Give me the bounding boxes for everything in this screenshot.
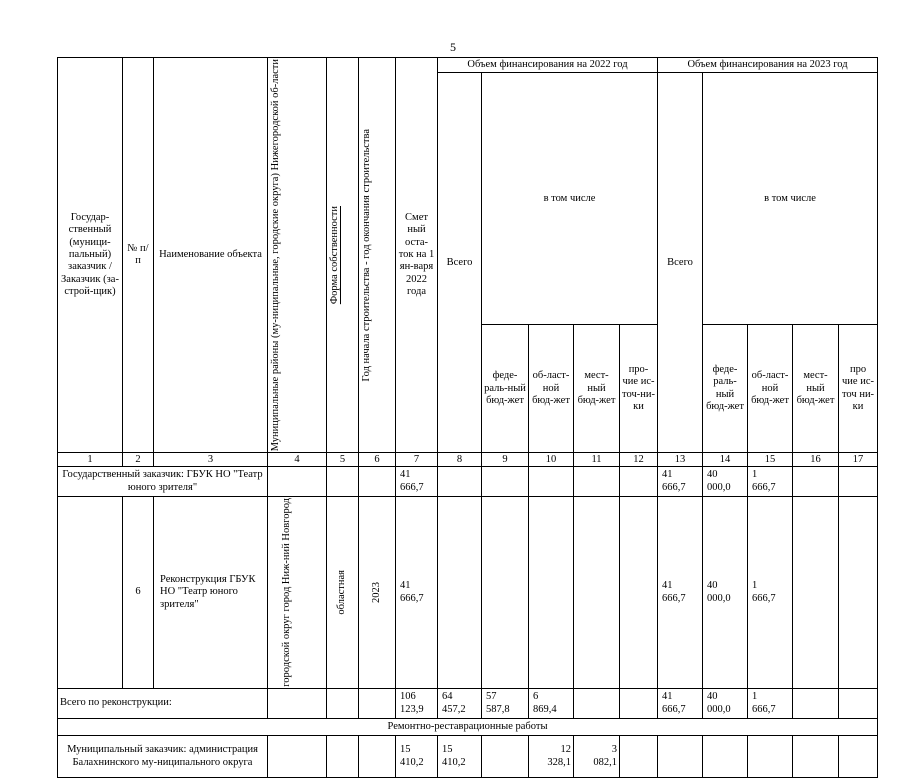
object-row <box>58 497 878 689</box>
federal-2022-cell: 57 587,8 <box>482 689 529 719</box>
header-total-2022: Всего <box>438 73 482 453</box>
column-number: 6 <box>359 453 396 467</box>
column-number: 13 <box>658 453 703 467</box>
header-other-2022: про-чие ис-точ-ни-ки <box>620 325 658 453</box>
header-including-2023: в том числе <box>703 73 878 325</box>
header-number: № п/п <box>123 58 154 453</box>
regional-2023-cell: 1 666,7 <box>748 689 793 719</box>
header-local-2023: мест-ный бюд-жет <box>793 325 839 453</box>
object-ownership-text: областная <box>336 570 348 615</box>
header-local-2022: мест-ный бюд-жет <box>574 325 620 453</box>
balance-cell: 15 410,2 <box>396 736 438 778</box>
header-regional-2023: об-ласт-ной бюд-жет <box>748 325 793 453</box>
section-row <box>58 719 878 736</box>
total-2022-cell: 15 410,2 <box>438 736 482 778</box>
header-balance: Смет ный оста-ток на 1 ян-варя 2022 года <box>396 58 438 453</box>
header-federal-2022: феде-раль-ный бюд-жет <box>482 325 529 453</box>
regional-2023-cell: 1 666,7 <box>748 497 793 689</box>
header-districts-text: Муниципальные районы (му-ниципальные, городские округа) Нижегородской об-ласти <box>270 59 281 452</box>
header-including-2022: в том числе <box>482 73 658 325</box>
header-other-2023: про чие ис-точ ни-ки <box>839 325 878 453</box>
balance-cell: 41 666,7 <box>396 497 438 689</box>
header-fin-2023: Объем финансирования на 2023 год <box>658 58 878 73</box>
federal-2023-cell: 40 000,0 <box>703 497 748 689</box>
header-years-text: Год начала строительства - год окончания строительства <box>361 128 372 382</box>
municipal-customer-label: Муниципальный заказчик: администрация Балахнинского му-ниципального округа <box>58 736 268 778</box>
header-object-name: Наименование объекта <box>154 58 268 453</box>
column-number: 9 <box>482 453 529 467</box>
column-number: 17 <box>839 453 878 467</box>
regional-2022-cell: 12 328,1 <box>529 736 574 778</box>
column-number: 1 <box>58 453 123 467</box>
header-districts <box>268 58 327 453</box>
column-number: 5 <box>327 453 359 467</box>
total-2022-cell: 64 457,2 <box>438 689 482 719</box>
column-number: 2 <box>123 453 154 467</box>
object-years <box>359 497 396 689</box>
column-number: 3 <box>154 453 268 467</box>
column-number: 8 <box>438 453 482 467</box>
balance-cell: 106 123,9 <box>396 689 438 719</box>
state-customer-row <box>58 467 878 497</box>
total-reconstruction-label: Всего по реконструкции: <box>58 689 268 719</box>
header-fin-2022: Объем финансирования на 2022 год <box>438 58 658 73</box>
total-reconstruction-row <box>58 689 878 719</box>
object-name: Реконструкция ГБУК НО "Театр юного зрителя" <box>154 497 268 689</box>
federal-2023-cell: 40 000,0 <box>703 467 748 497</box>
column-number: 12 <box>620 453 658 467</box>
header-years <box>359 58 396 453</box>
object-district-text: городской округ город Ниж-ний Новгород <box>281 498 292 688</box>
total-2023-cell: 41 666,7 <box>658 689 703 719</box>
federal-2023-cell: 40 000,0 <box>703 689 748 719</box>
object-number: 6 <box>123 497 154 689</box>
object-ownership <box>327 497 359 689</box>
financing-table <box>57 57 878 778</box>
regional-2022-cell: 6 869,4 <box>529 689 574 719</box>
column-number: 11 <box>574 453 620 467</box>
header-ownership <box>327 58 359 453</box>
header-regional-2022: об-ласт-ной бюд-жет <box>529 325 574 453</box>
header-customer: Государ-ственный (муници-пальный) заказчик / Заказчик (за-строй-щик) <box>58 58 123 453</box>
column-number: 10 <box>529 453 574 467</box>
header-federal-2023: феде-раль-ный бюд-жет <box>703 325 748 453</box>
total-2023-cell: 41 666,7 <box>658 467 703 497</box>
header-total-2023: Всего <box>658 73 703 453</box>
state-customer-label: Государственный заказчик: ГБУК НО "Театр юного зрителя" <box>58 467 268 497</box>
section-label: Ремонтно-реставрационные работы <box>58 719 878 736</box>
column-number: 4 <box>268 453 327 467</box>
object-district <box>268 497 327 689</box>
regional-2023-cell: 1 666,7 <box>748 467 793 497</box>
total-2023-cell: 41 666,7 <box>658 497 703 689</box>
balance-cell: 41 666,7 <box>396 467 438 497</box>
object-years-text: 2023 <box>370 582 382 604</box>
column-number: 16 <box>793 453 839 467</box>
header-row-1 <box>58 58 878 73</box>
page-number: 5 <box>450 40 456 54</box>
column-number: 14 <box>703 453 748 467</box>
municipal-customer-row <box>58 736 878 778</box>
header-ownership-text: Форма собственности <box>329 206 340 305</box>
column-number: 15 <box>748 453 793 467</box>
local-2022-cell: 3 082,1 <box>574 736 620 778</box>
column-number: 7 <box>396 453 438 467</box>
column-number-row <box>58 453 878 467</box>
